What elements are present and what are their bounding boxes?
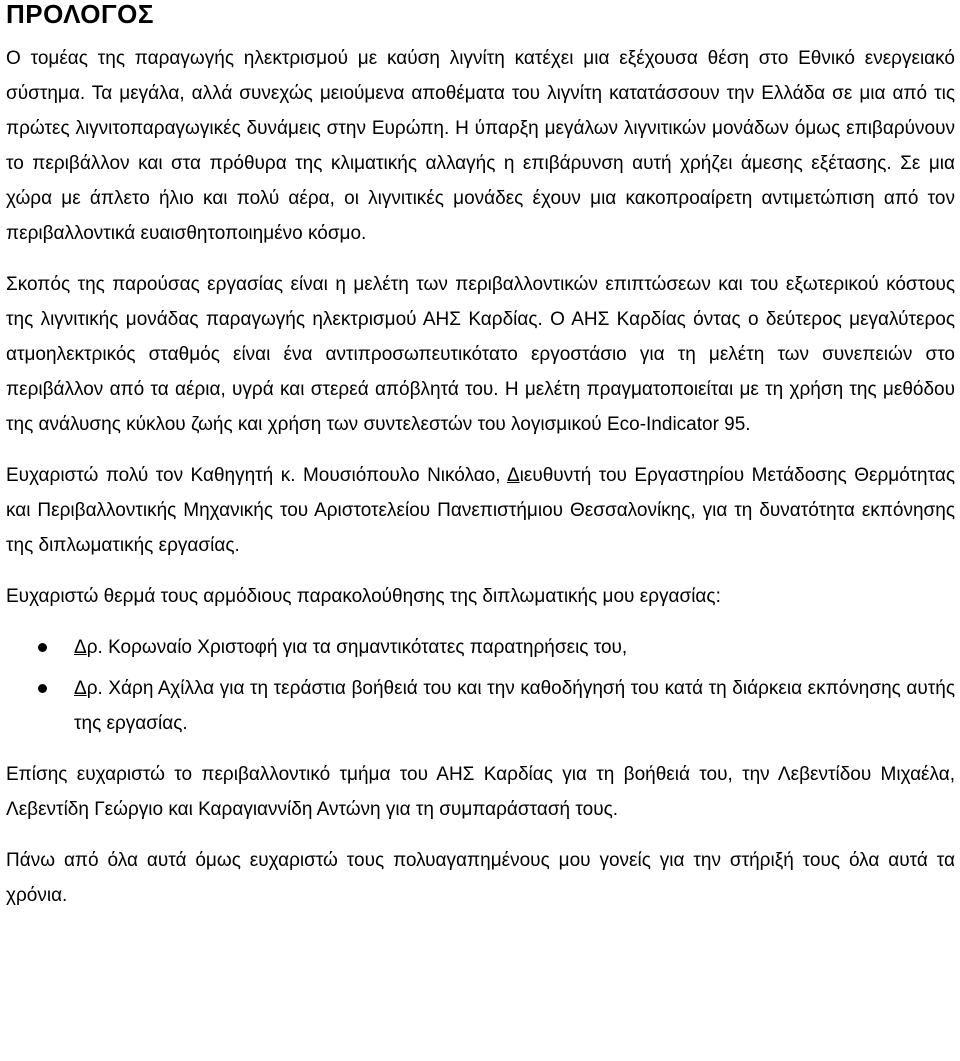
list-item-text: ρ. Χάρη Αχίλλα για τη τεράστια βοήθειά του και την καθοδήγησή του κατά τη διάρκεια εκπόνησης αυτής της εργασίας. [74,678,955,734]
supervisor-thanks-underlined-letter: Δ [506,465,520,486]
bullet-icon [38,684,47,693]
supervisor-thanks-paragraph [6,458,955,563]
document-page [6,0,955,913]
list-item-underlined-letter: Δ [74,637,87,658]
supervisor-thanks-text-end: ιευθυντή του Εργαστηρίου Μετάδοσης Θερμότητας και Περιβαλλοντικής Μηχανικής του Αριστοτελείου Πανεπιστήμιου Θεσσαλονίκης, για τη δυνατότητα εκπόνησης της διπλωματικής εργασίας. [6,465,955,556]
advisors-list [6,630,955,741]
advisors-intro-paragraph: Ευχαριστώ θερμά τους αρμόδιους παρακολούθησης της διπλωματικής μου εργασίας: [6,586,721,607]
list-item [6,630,955,665]
list-item-underlined-letter: Δ [74,678,87,699]
staff-thanks-paragraph: Επίσης ευχαριστώ το περιβαλλοντικό τμήμα του ΑΗΣ Καρδίας για τη βοήθειά του, την Λεβεντίδου Μιχαέλα, Λεβεντίδη Γεώργιο και Καραγιαννίδη Αντώνη για τη συμπαράστασή τους. [6,764,955,820]
list-item [6,671,955,741]
supervisor-thanks-text-start: Ευχαριστώ πολύ τον Καθηγητή κ. Μουσιόπουλο Νικόλαο, [6,465,507,486]
page-title: ΠΡΟΛΟΓΟΣ [6,0,154,29]
purpose-paragraph: Σκοπός της παρούσας εργασίας είναι η μελέτη των περιβαλλοντικών επιπτώσεων και του εξωτερικού κόστους της λιγνιτικής μονάδας παραγωγής ηλεκτρισμού ΑΗΣ Καρδίας. Ο ΑΗΣ Καρδίας όντας ο δεύτερος μεγαλύτερος ατμοηλεκτρικός σταθμός είναι ένα αντιπροσωπευτικότατο εργοστάσιο για τη μελέτη των συνεπειών στο περιβάλλον από τα αέρια, υγρά και στερεά απόβλητά του. Η μελέτη πραγματοποιείται με τη χρήση της μεθόδου της ανάλυσης κύκλου ζωής και χρήση των συντελεστών του λογισμικού Eco-Indicator 95. [6,274,955,435]
bullet-icon [38,643,47,652]
intro-paragraph: Ο τομέας της παραγωγής ηλεκτρισμού με καύση λιγνίτη κατέχει μια εξέχουσα θέση στο Εθνικό ενεργειακό σύστημα. Τα μεγάλα, αλλά συνεχώς μειούμενα αποθέματα του λιγνίτη κατατάσσουν την Ελλάδα σε μια από τις πρώτες λιγνιτοπαραγωγικές δυνάμεις στην Ευρώπη. Η ύπαρξη μεγάλων λιγνιτικών μονάδων όμως επιβαρύνουν το περιβάλλον και στα πρόθυρα της κλιματικής αλλαγής η επιβάρυνση αυτή χρήζει άμεσης εξέτασης. Σε μια χώρα με άπλετο ήλιο και πολύ αέρα, οι λιγνιτικές μονάδες έχουν μια κακοπροαίρετη αντιμετώπιση από τον περιβαλλοντικά ευαισθητοποιημένο κόσμο. [6,48,955,244]
family-thanks-paragraph: Πάνω από όλα αυτά όμως ευχαριστώ τους πολυαγαπημένους μου γονείς για την στήριξή τους όλα αυτά τα χρόνια. [6,850,955,906]
list-item-text: ρ. Κορωναίο Χριστοφή για τα σημαντικότατες παρατηρήσεις του, [86,637,628,658]
